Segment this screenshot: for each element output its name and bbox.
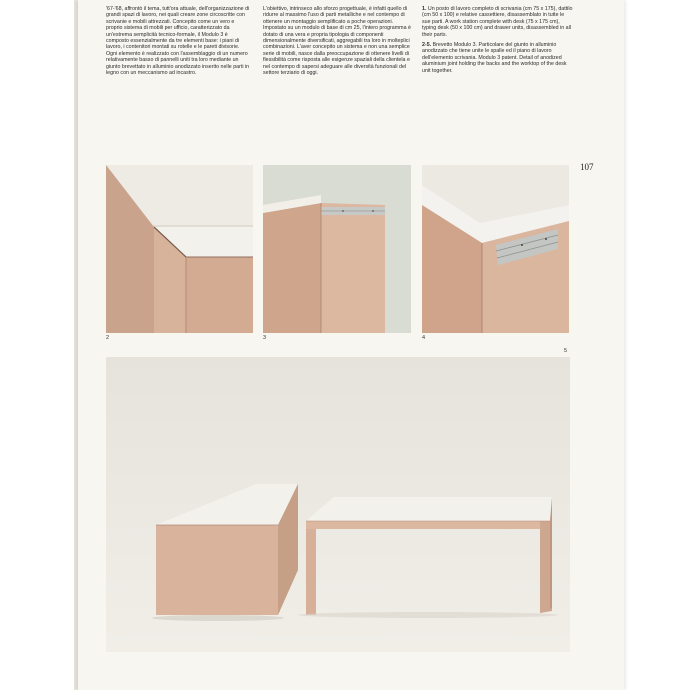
photo-5-image xyxy=(106,357,570,652)
figure-caption-2: 2 xyxy=(106,335,110,341)
caption-text: Un posto di lavoro completo di scrivania (cm 75 x 175), dattilo (cm 50 x 100) e relative cassettiere, disassemblato in tutte le sue parti. A work station complete with desk (75 x 175 cm), typing desk (50 x 100 cm) and drawer units, disassembled in all their parts. xyxy=(422,6,573,38)
photo-2 xyxy=(106,165,253,333)
caption-text: Brevetto Modulo 3. Particolare del giunto in alluminio anodizzato che tiene unite le spalle ed il piano di lavoro dell'elemento scrivania. Modulo 3 patent. Detail of anodized aluminium joint holding the backs and the worktop of the desk unit together. xyxy=(422,42,567,74)
photo-3 xyxy=(263,165,411,333)
caption-block-1 xyxy=(422,6,574,38)
column-middle-text: L'obiettivo, intrinseco allo sforzo progettuale, è infatti quello di ridurre al massimo l'uso di parti metalliche e nel contempo di ottenere un montaggio semplificato a poche operazioni. Impostato su un modulo di base di cm 25, l'intero programma è dotato di una vera e propria tipologia di componenti dimensionalmente diversificati, aggregabili tra loro in molteplici combinazioni. L'aver concepito un sistema e non una semplice serie di mobili, nasce dalla preoccupazione di ottenere livelli di flessibilità come risposta alle esigenze spaziali della clientela e nel contempo di sapersi adeguare alle diversità funzionali del settore terziario di oggi. xyxy=(263,6,411,77)
caption-column-right xyxy=(422,6,574,78)
photo-2-image xyxy=(106,165,253,333)
figure-caption-5: 5 xyxy=(564,348,568,354)
photo-5 xyxy=(106,357,570,652)
page-number: 107 xyxy=(580,162,594,172)
text-column-middle xyxy=(263,6,413,76)
photo-4 xyxy=(422,165,569,333)
caption-block-2 xyxy=(422,42,574,74)
photo-4-image xyxy=(422,165,569,333)
photo-3-image xyxy=(263,165,411,333)
figure-caption-4: 4 xyxy=(422,335,426,341)
column-left-text: '67-'68, affrontò il tema, tutt'ora attuale, dell'organizzazione di grandi spazi di lavoro, nei quali creare zone circoscritte con scrivanie e mobili attrezzati. Concepito come un vero e proprio sistema di mobili per ufficio, caratterizzato da un'estrema semplicità tecnico-formale, il Modulo 3 è composto essenzialmente da tre elementi base: i piani di lavoro, i contenitori montati su rotelle e le pareti divisorie. Ogni elemento è realizzato con l'assemblaggio di un numero relativamente basso di pannelli uniti tra loro mediante un giunto brevettato in alluminio anodizzato inserito nelle parti in legno con un meccanismo ad incastro. xyxy=(106,6,250,77)
figure-caption-3: 3 xyxy=(263,335,267,341)
text-column-left xyxy=(106,6,252,76)
caption-number: 2-5. xyxy=(422,42,432,49)
caption-number: 1. xyxy=(422,6,427,12)
